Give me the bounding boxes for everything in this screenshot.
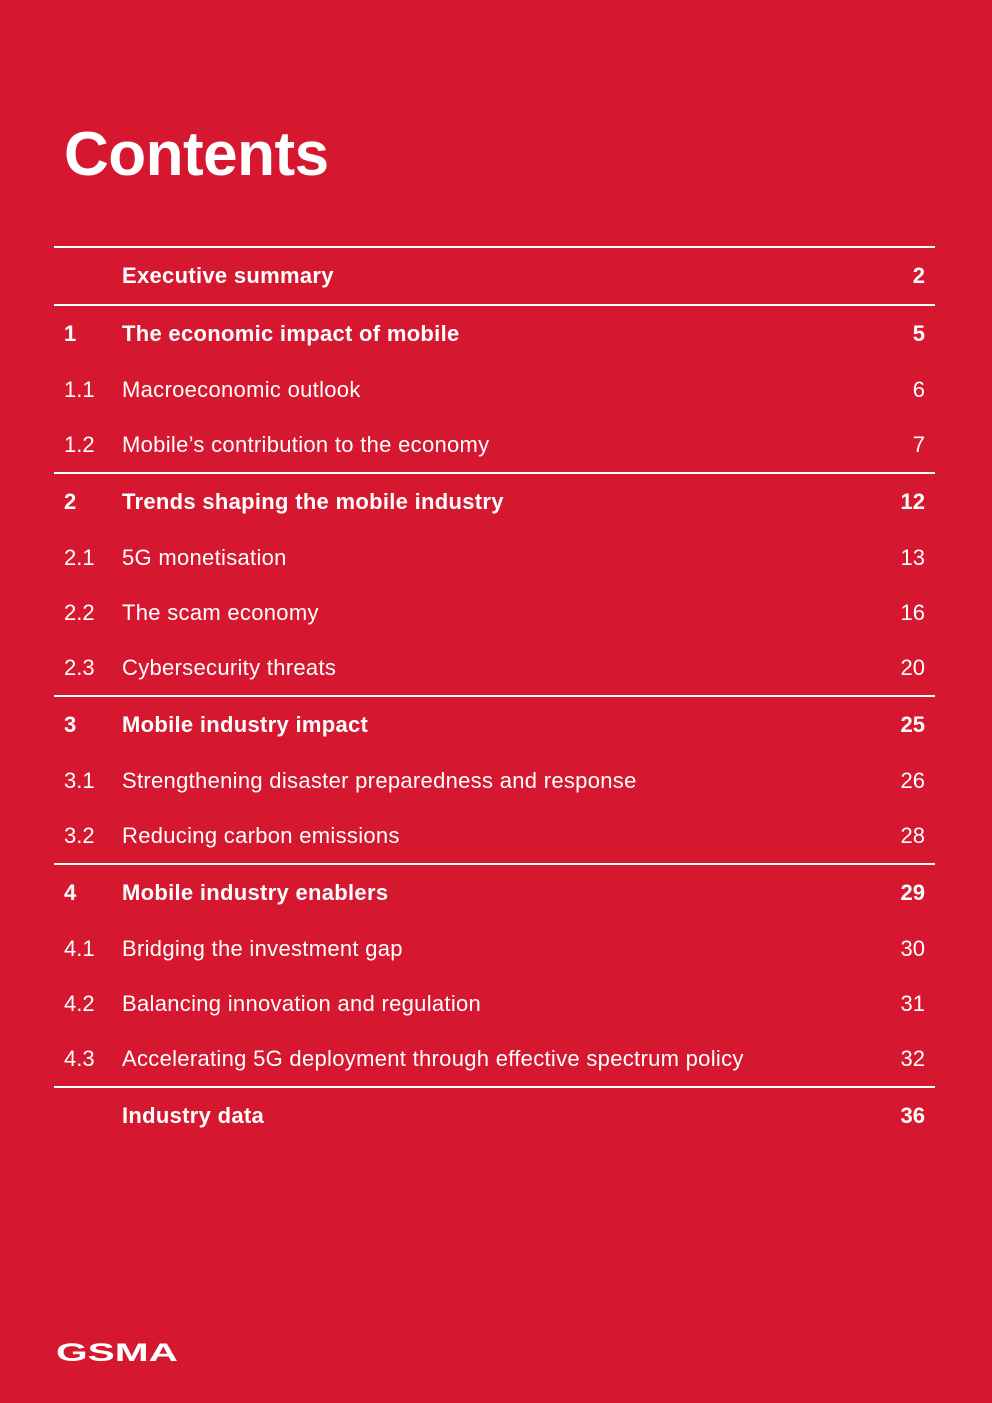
toc-title: Macroeconomic outlook [122, 376, 361, 402]
svg-text:GSMA: GSMA [56, 1340, 178, 1364]
toc-section-heading[interactable] [54, 1088, 935, 1144]
toc-number: 4 [64, 880, 77, 905]
toc-title: Executive summary [122, 263, 334, 288]
toc-title: 5G monetisation [122, 544, 287, 570]
toc-page-number: 7 [912, 431, 925, 457]
toc-page-number: 25 [900, 712, 925, 737]
toc-title: Strengthening disaster preparedness and response [122, 767, 637, 793]
toc-number: 4.2 [64, 990, 95, 1016]
toc-subsection-item[interactable] [54, 1031, 935, 1086]
toc-number: 1.1 [64, 376, 95, 402]
toc-page-number: 32 [900, 1045, 925, 1071]
toc-subsection-item[interactable] [54, 808, 935, 863]
toc-subsection-item[interactable] [54, 753, 935, 808]
toc-section [54, 472, 935, 695]
toc-subsection-item[interactable] [54, 585, 935, 640]
toc-page-number: 31 [900, 990, 925, 1016]
toc-page-number: 26 [900, 767, 925, 793]
toc-section [54, 304, 935, 472]
toc-page-number: 20 [900, 654, 925, 680]
toc-page-number: 30 [900, 935, 925, 961]
toc-page-number: 6 [912, 376, 925, 402]
toc-title: Mobile industry impact [122, 712, 369, 737]
toc-section [54, 863, 935, 1086]
toc-title: Trends shaping the mobile industry [122, 489, 504, 514]
toc-number: 3 [64, 712, 77, 737]
toc-title: Mobile industry enablers [122, 880, 389, 905]
toc-section [54, 246, 935, 304]
toc-number: 3.1 [64, 767, 95, 793]
gsma-logo [56, 1340, 180, 1364]
toc-number: 3.2 [64, 822, 95, 848]
toc-title: Reducing carbon emissions [122, 822, 400, 848]
toc-section [54, 695, 935, 863]
toc-number: 4.1 [64, 935, 95, 961]
toc-section [54, 1086, 935, 1144]
toc-title: Bridging the investment gap [122, 935, 403, 961]
toc-subsection-item[interactable] [54, 530, 935, 585]
toc-title: Mobile’s contribution to the economy [122, 431, 490, 457]
toc-section-heading[interactable] [54, 865, 935, 921]
table-of-contents [54, 246, 935, 1144]
toc-number: 1 [64, 321, 77, 346]
toc-number: 2.2 [64, 599, 95, 625]
toc-section-heading[interactable] [54, 248, 935, 304]
toc-page-number: 13 [900, 544, 925, 570]
toc-page-number: 5 [912, 321, 925, 346]
toc-title: The scam economy [122, 599, 319, 625]
toc-number: 2 [64, 489, 77, 514]
toc-page-number: 36 [900, 1103, 925, 1128]
toc-number: 2.3 [64, 654, 95, 680]
toc-number: 1.2 [64, 431, 95, 457]
toc-number: 4.3 [64, 1045, 95, 1071]
toc-subsection-item[interactable] [54, 640, 935, 695]
toc-subsection-item[interactable] [54, 921, 935, 976]
toc-title: Cybersecurity threats [122, 654, 337, 680]
page-title: Contents [64, 120, 329, 189]
toc-subsection-item[interactable] [54, 362, 935, 417]
toc-title: Balancing innovation and regulation [122, 990, 482, 1016]
toc-section-heading[interactable] [54, 697, 935, 753]
toc-number: 2.1 [64, 544, 95, 570]
toc-subsection-item[interactable] [54, 976, 935, 1031]
toc-subsection-item[interactable] [54, 417, 935, 472]
toc-section-heading[interactable] [54, 306, 935, 362]
toc-section-heading[interactable] [54, 474, 935, 530]
toc-page-number: 2 [912, 263, 925, 288]
toc-title: Accelerating 5G deployment through effective spectrum policy [122, 1045, 744, 1071]
toc-page-number: 16 [900, 599, 925, 625]
toc-page-number: 12 [900, 489, 925, 514]
toc-page-number: 28 [900, 822, 925, 848]
toc-page-number: 29 [900, 880, 925, 905]
toc-title: Industry data [122, 1103, 265, 1128]
toc-title: The economic impact of mobile [122, 321, 460, 346]
